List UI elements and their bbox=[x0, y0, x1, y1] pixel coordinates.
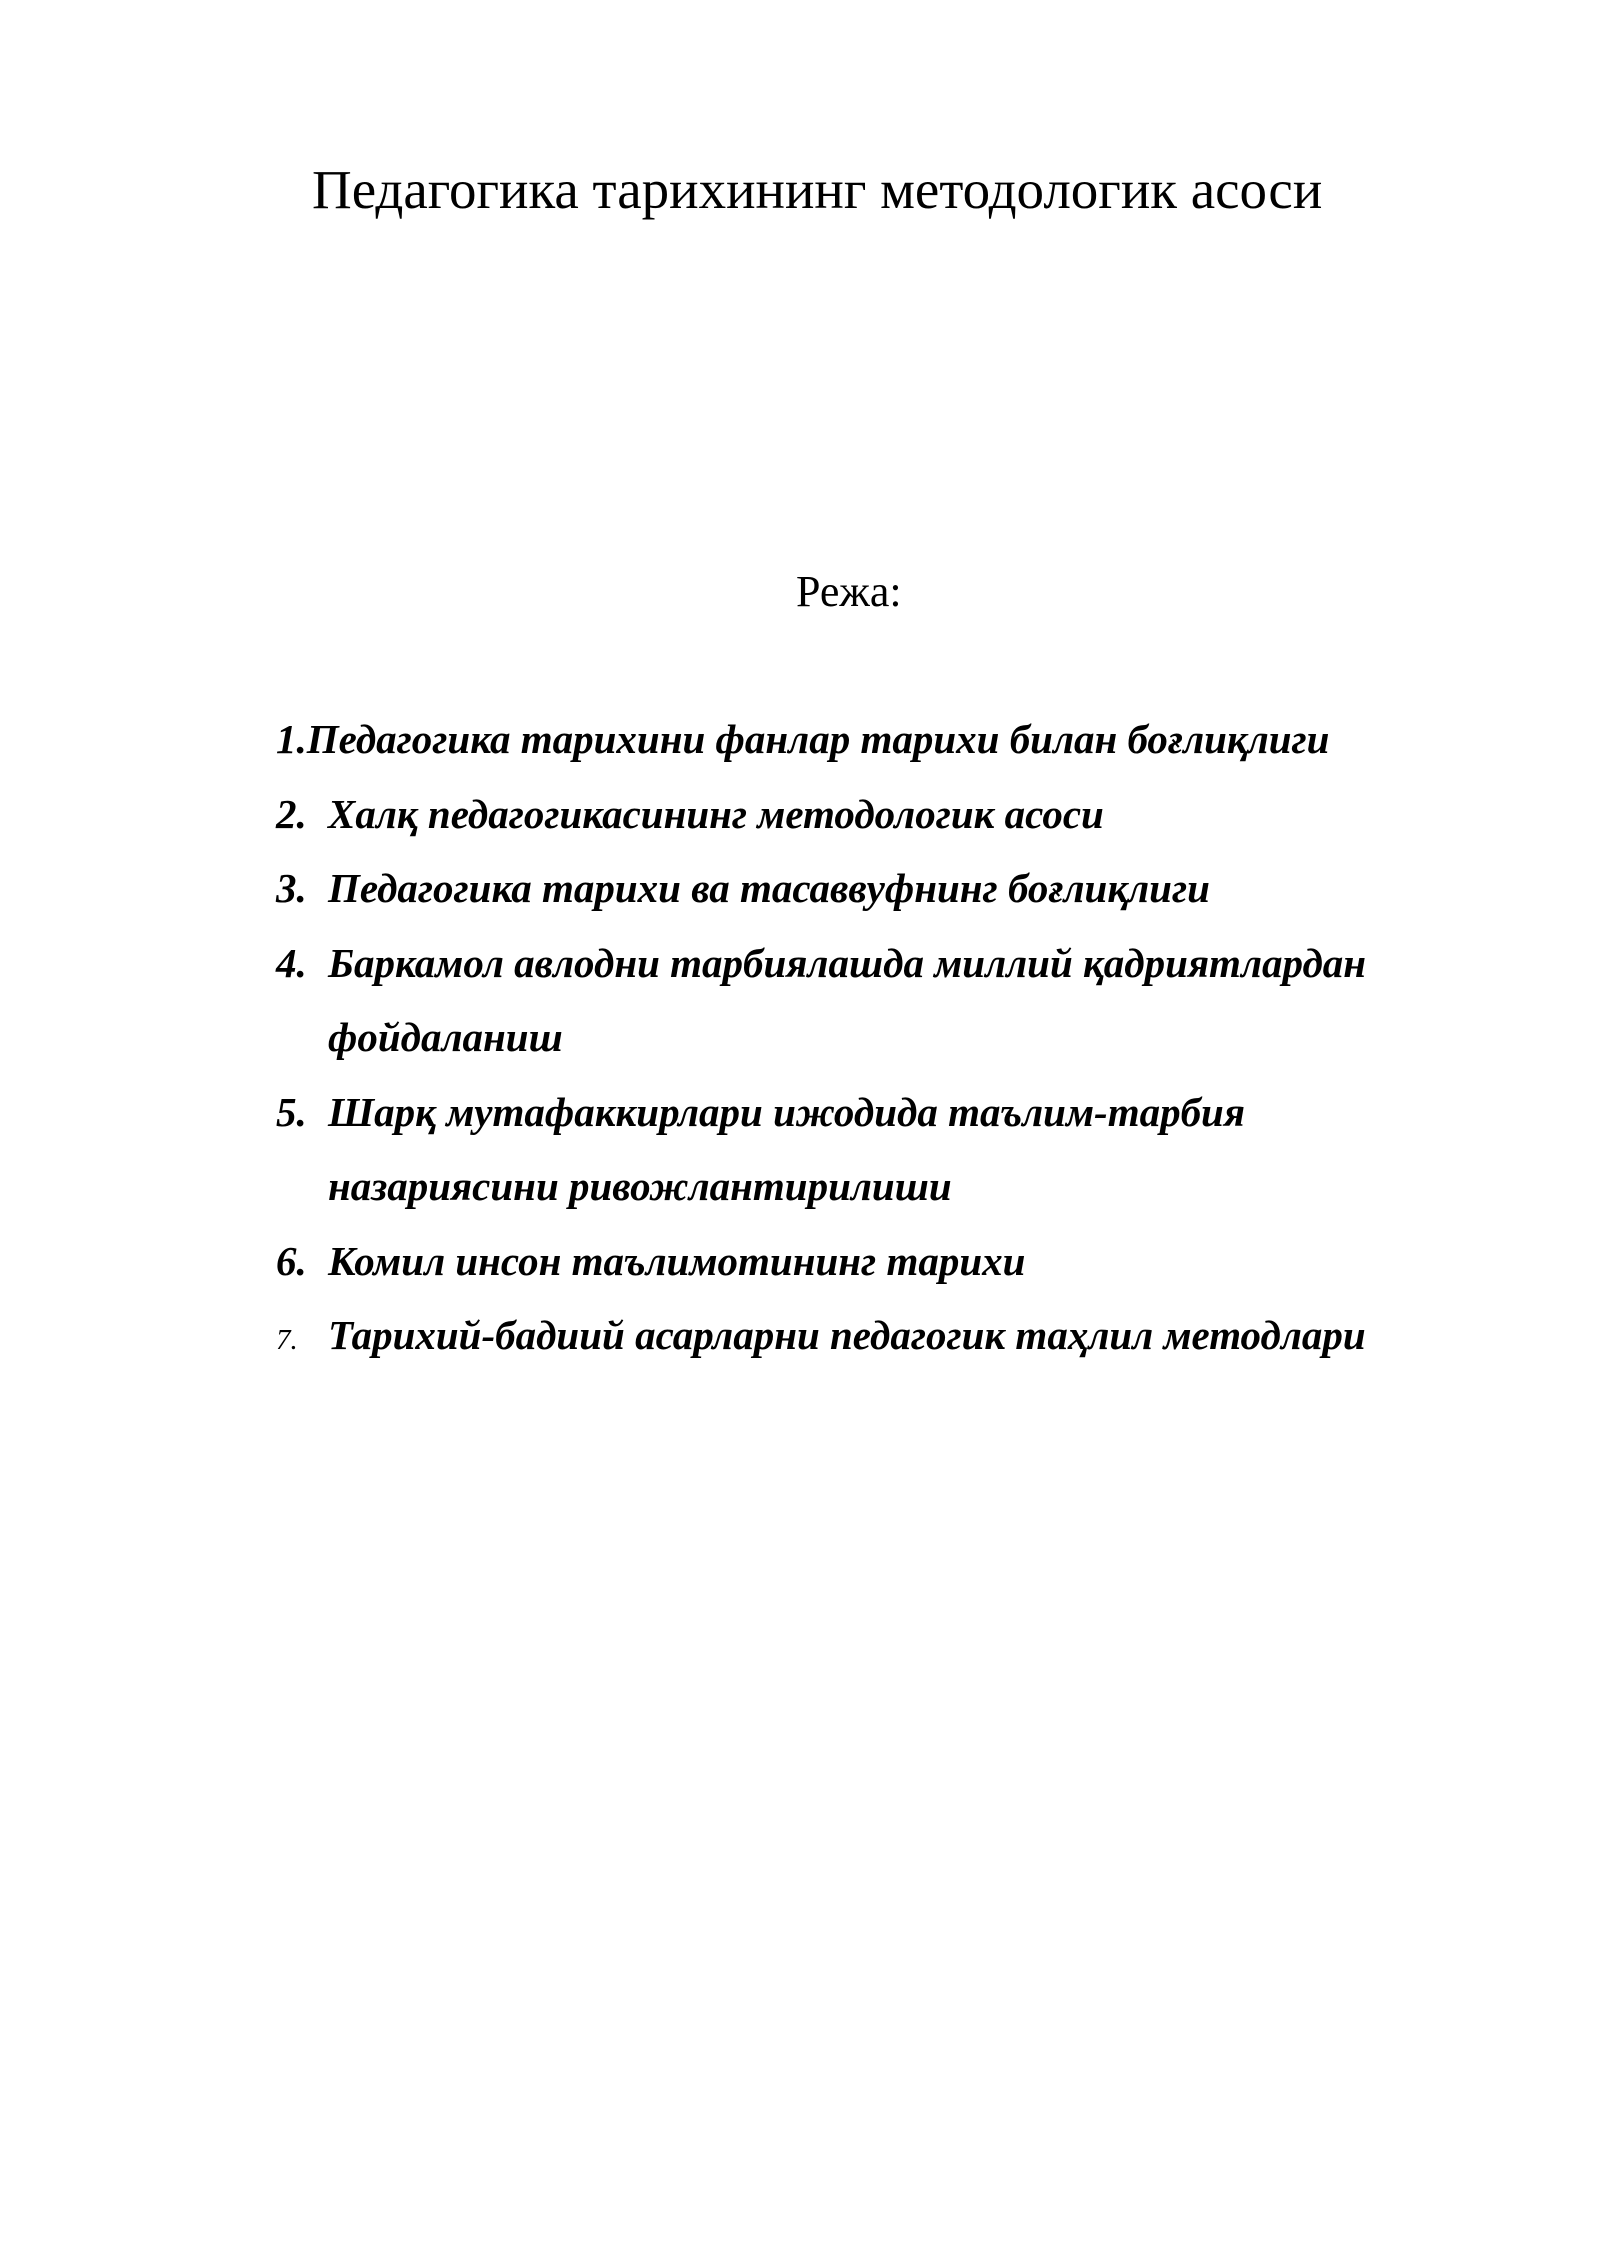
plan-item-6 bbox=[276, 1224, 1476, 1299]
plan-item-text: Халқ педагогикасининг методологик асоси bbox=[328, 790, 1104, 837]
plan-item-text: Комил инсон таълимотининг тарихи bbox=[328, 1237, 1026, 1284]
plan-item-text: Тарихий-бадиий асарларни педагогик таҳлил методлари bbox=[328, 1312, 1366, 1358]
plan-item-number: 6. bbox=[276, 1237, 307, 1284]
plan-item-text: Шарқ мутафаккирлари ижодида таълим-тарбия bbox=[328, 1088, 1245, 1135]
plan-item-text: Педагогика тарихи ва тасаввуфнинг боғлиқлиги bbox=[328, 865, 1210, 911]
plan-item-number: 3. bbox=[276, 865, 307, 911]
plan-item-1 bbox=[276, 702, 1476, 777]
document-title: Педагогика тарихининг методологик асоси bbox=[312, 159, 1323, 220]
plan-item-number: 4. bbox=[276, 939, 307, 986]
plan-item-7 bbox=[276, 1298, 1476, 1378]
plan-item-number: 2. bbox=[276, 790, 307, 837]
plan-item-text: Баркамол авлодни тарбиялашда миллий қадриятлардан bbox=[328, 939, 1367, 986]
plan-item-text-continuation: назариясини ривожлантирилиши bbox=[328, 1163, 952, 1209]
plan-item-2 bbox=[276, 777, 1476, 852]
plan-item-3 bbox=[276, 851, 1476, 926]
plan-item-number: 5. bbox=[276, 1088, 307, 1135]
plan-heading: Режа: bbox=[796, 567, 902, 616]
plan-list bbox=[276, 702, 1476, 1378]
plan-item-5 bbox=[276, 1075, 1476, 1224]
plan-item-4 bbox=[276, 926, 1476, 1075]
plan-item-text: Педагогика тарихини фанлар тарихи билан боғлиқлиги bbox=[306, 716, 1330, 762]
plan-item-text-continuation: фойдаланиш bbox=[328, 1014, 563, 1060]
plan-item-number: 1. bbox=[276, 716, 307, 762]
plan-item-number: 7. bbox=[276, 1324, 298, 1356]
